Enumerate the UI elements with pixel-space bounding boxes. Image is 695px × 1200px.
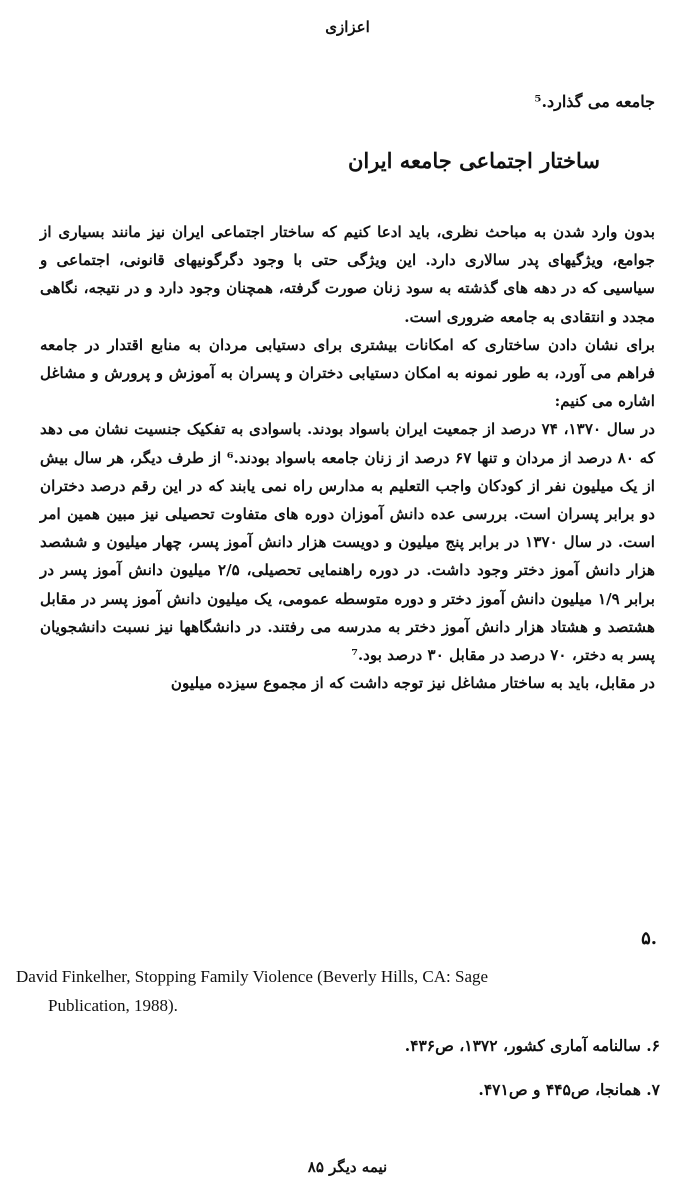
footnote-5-marker: ۵. <box>641 928 657 949</box>
body-text <box>40 218 655 697</box>
continued-sentence: جامعه می گذارد.⁵ <box>534 92 655 111</box>
section-title: ساختار اجتماعی جامعه ایران <box>347 148 600 173</box>
paragraph-2: برای نشان دادن ساختاری که امکانات بیشتری برای دستیابی مردان به منابع اقتدار در جامعه فراهم می آورد، به طور نمونه به امکان دستیابی دختران و پسران به آموزش و پرورش و مشاغل اشاره می کنیم: <box>40 335 655 411</box>
page-number: نیمه دیگر ۸۵ <box>307 1158 388 1176</box>
footnote-6: ۶. سالنامه آماری کشور، ۱۳۷۲، ص۴۳۶. <box>404 1036 660 1055</box>
footnote-5-line-2: Publication, 1988). <box>48 996 178 1015</box>
paragraph-4: در مقابل، باید به ساختار مشاغل نیز توجه داشت که از مجموع سیزده میلیون <box>170 674 655 693</box>
paragraph-3: در سال ۱۳۷۰، ۷۴ درصد از جمعیت ایران باسواد بودند. باسوادی به تفکیک جنسیت نشان می دهد که ۸۰ درصد از مردان و تنها ۶۷ درصد از زنان جامعه باسواد بودند.⁶ از طرف دیگر، هر سال بیش از یک میلیون نفر از کودکان واجب التعلیم به مدارس راه نمی یابند که در این رقم درصد دختران دو برابر پسران است. بررسی عده دانش آموزان دوره های متفاوت تحصیلی نیز مبین همین امر است. در سال ۱۳۷۰ در برابر پنج میلیون و دویست هزار دانش آموز پسر، چهار میلیون و ششصد هزار دانش آموز دختر وجود داشت. در دوره راهنمایی تحصیلی، ۲/۵ میلیون دانش آموز پسر در برابر ۱/۹ میلیون دانش آموز دختر و دوره متوسطه عمومی، یک میلیون دانش آموز پسر در مقابل هشتصد و هشتاد هزار دانش آموز دختر به مدرسه می رفتند. در دانشگاهها نیز نسبت دانشجویان پسر به دختر، ۷۰ درصد در مقابل ۳۰ درصد بود.⁷ <box>40 420 656 665</box>
footnote-7: ۷. همانجا، ص۴۴۵ و ص۴۷۱. <box>478 1080 660 1099</box>
running-header: اعزازی <box>325 18 370 36</box>
footnote-5 <box>16 962 656 1020</box>
paragraph-1: بدون وارد شدن به مباحث نظری، باید ادعا کنیم که ساختار اجتماعی ایران نیز مانند بسیاری از جوامع، ویژگیهای پدر سالاری دارد. این ویژگی حتی با وجود دگرگونیهای قانونی، اجتماعی و سیاسیی که در دهه های گذشته به سود زنان صورت گرفته، همچنان وجود دارد و در نتیجه، نگاهی مجدد و انتقادی به جامعه ضروری است. <box>40 223 655 326</box>
footnote-5-line-1: David Finkelher, Stopping Family Violence (Beverly Hills, CA: Sage <box>16 967 489 986</box>
